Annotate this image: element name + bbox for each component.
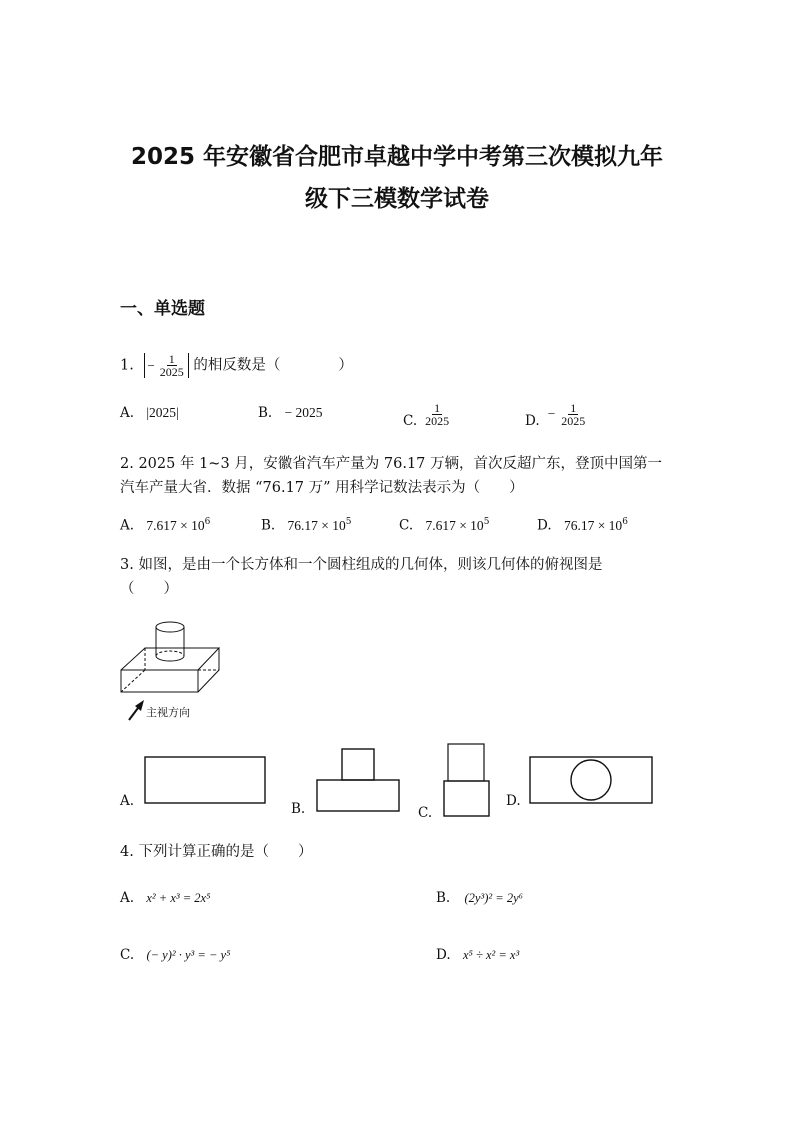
q2-option-c <box>399 517 489 534</box>
q4-option-d-label: D. <box>436 947 451 963</box>
q2-option-c-label: C. <box>399 517 414 534</box>
q1-option-d-label: D. <box>525 413 540 429</box>
question-3-line-1: 3. 如图，是由一个长方体和一个圆柱组成的几何体，则该几何体的俯视图是 <box>120 557 603 573</box>
q1-option-c-fraction <box>423 402 451 427</box>
q3-option-b-figure <box>316 748 402 814</box>
q3-option-b-label: B. <box>291 801 306 817</box>
page-title-line2: 级下三模数学试卷 <box>305 186 489 212</box>
q2-option-a-base: 7.617 × 10 <box>146 517 205 533</box>
q2-option-b-base: 76.17 × 10 <box>287 517 346 533</box>
question-1 <box>120 353 353 378</box>
q1-option-a-value: |2025| <box>146 405 179 420</box>
q4-option-d-expression: x⁵ ÷ x² = x³ <box>462 948 520 962</box>
q3-option-c-figure <box>443 743 493 819</box>
q1-option-c-numerator: 1 <box>434 400 441 415</box>
q3-figure-caption: 主视方向 <box>146 706 190 719</box>
q4-option-a-expression: x² + x³ = 2x⁵ <box>146 891 211 905</box>
q2-option-a-exponent: 6 <box>204 517 211 527</box>
q2-option-a <box>120 517 210 534</box>
q1-fraction <box>158 353 186 378</box>
q2-option-c-exponent: 5 <box>483 517 490 527</box>
q4-option-c <box>120 947 230 963</box>
q4-option-b-label: B. <box>436 890 451 906</box>
q2-option-b <box>261 517 352 534</box>
q4-option-a-label: A. <box>120 890 135 906</box>
q1-option-d-numerator: 1 <box>570 400 577 415</box>
q2-option-b-exponent: 5 <box>345 517 352 527</box>
question-1-text: 的相反数是（ ） <box>193 357 353 374</box>
q1-option-d-fraction <box>559 402 587 427</box>
q3-option-c-label: C. <box>418 805 433 821</box>
q1-option-a <box>120 405 179 421</box>
q4-option-b <box>436 890 523 906</box>
section-heading: 一、单选题 <box>120 299 205 319</box>
question-2-line-2: 汽车产量大省．数据 “76.17 万” 用科学记数法表示为（ ） <box>120 480 524 496</box>
q4-option-c-expression: (− y)² · y³ = − y⁵ <box>146 948 231 962</box>
q2-option-a-label: A. <box>120 517 135 534</box>
question-1-number: 1. <box>120 357 134 374</box>
q3-option-a-label: A. <box>120 793 135 809</box>
question-2-line-1: 2. 2025 年 1~3 月，安徽省汽车产量为 76.17 万辆，首次反超广东，登顶中国第一 <box>120 456 662 472</box>
q1-option-c-label: C. <box>403 413 418 429</box>
q2-option-d-label: D. <box>537 517 552 534</box>
q1-fraction-denominator: 2025 <box>159 365 184 379</box>
q1-option-b <box>258 405 323 421</box>
q3-option-d-figure <box>529 756 655 806</box>
q1-option-d-denominator: 2025 <box>561 413 586 428</box>
q1-fraction-numerator: 1 <box>168 352 175 366</box>
q3-option-a-figure <box>144 756 268 806</box>
q2-option-d <box>537 517 628 534</box>
q4-option-d <box>436 947 519 963</box>
q1-option-c <box>403 399 451 429</box>
q2-option-c-base: 7.617 × 10 <box>425 517 484 533</box>
q1-option-b-label: B. <box>258 405 273 421</box>
q4-option-b-expression: (2y³)² = 2y⁶ <box>464 891 523 905</box>
q2-option-b-label: B. <box>261 517 276 534</box>
q1-option-a-label: A. <box>120 405 135 421</box>
q2-option-d-base: 76.17 × 10 <box>563 517 623 533</box>
question-3-line-2: （ ） <box>120 581 178 597</box>
q1-option-d <box>525 399 587 429</box>
q1-sign: − <box>147 357 155 373</box>
q1-option-c-denominator: 2025 <box>425 413 450 428</box>
q4-option-c-label: C. <box>120 947 135 963</box>
q3-option-d-label: D. <box>506 793 521 809</box>
page-title-line1: 2025 年安徽省合肥市卓越中学中考第三次模拟九年 <box>130 144 664 170</box>
question-1-abs-expression <box>144 353 188 378</box>
q1-option-d-sign: − <box>547 406 556 421</box>
q2-option-d-exponent: 6 <box>622 517 628 527</box>
question-4-line-1: 4. 下列计算正确的是（ ） <box>120 844 313 860</box>
q4-option-a <box>120 890 210 906</box>
q1-option-b-value: − 2025 <box>284 405 323 420</box>
